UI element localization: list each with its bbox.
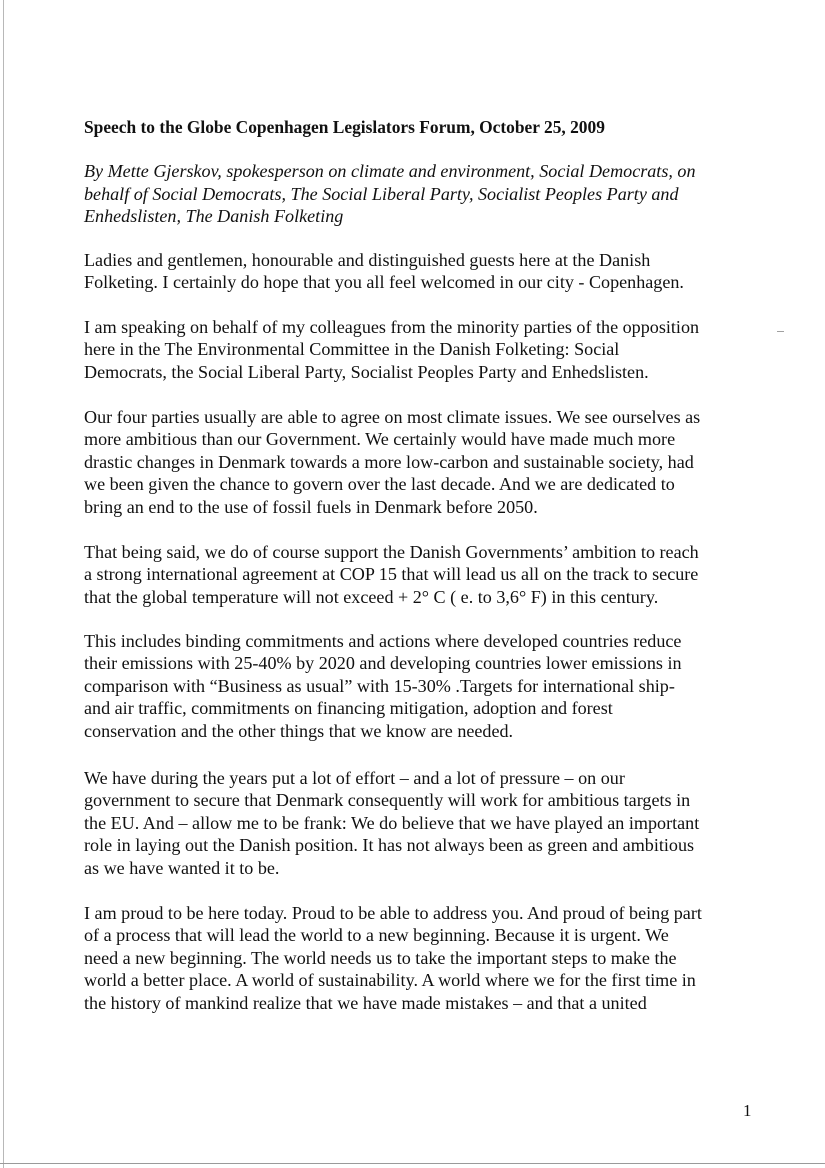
text-line: That being said, we do of course support the Danish Governments’ ambition to reach [84, 542, 699, 562]
text-line: bring an end to the use of fossil fuels in Denmark before 2050. [84, 496, 538, 517]
byline-line: By Mette Gjerskov, spokesperson on climate and environment, Social Democrats, on [84, 161, 696, 181]
text-line: government to secure that Denmark consequently will work for ambitious targets in [84, 790, 691, 811]
text-line: here in the The Environmental Committee in the Danish Folketing: Social [84, 339, 620, 360]
text-line: the history of mankind realize that we have made mistakes – and that a united [84, 992, 647, 1013]
paragraph-cop15 [84, 541, 784, 608]
text-line: conservation and the other things that we know are needed. [84, 720, 514, 741]
text-line: I am speaking on behalf of my colleagues from the minority parties of the opposition [84, 317, 700, 337]
text-line: drastic changes in Denmark towards a more low-carbon and sustainable society, had [84, 451, 694, 472]
text-line: Our four parties usually are able to agree on most climate issues. We see ourselves as [84, 407, 701, 427]
text-line: need a new beginning. The world needs us to take the important steps to make the [84, 947, 677, 968]
text-line: of a process that will lead the world to a new beginning. Because it is urgent. We [84, 925, 669, 946]
text-line: comparison with “Business as usual” with 15-30% .Targets for international ship- [84, 675, 675, 696]
text-line: world a better place. A world of sustainability. A world where we for the first time in [84, 970, 696, 991]
speech-title: Speech to the Globe Copenhagen Legislators Forum, October 25, 2009 [84, 117, 605, 137]
text-line: more ambitious than our Government. We certainly would have made much more [84, 429, 676, 450]
text-line: Folketing. I certainly do hope that you all feel welcomed in our city - Copenhagen. [84, 272, 684, 293]
text-line: Democrats, the Social Liberal Party, Socialist Peoples Party and Enhedslisten. [84, 361, 649, 382]
text-line: We have during the years put a lot of effort – and a lot of pressure – on our [84, 768, 625, 788]
paragraph-greeting [84, 249, 784, 294]
paragraph-four-parties [84, 406, 784, 518]
page-bottom-edge [0, 1163, 825, 1164]
paragraph-commitments [84, 630, 784, 742]
byline-line: behalf of Social Democrats, The Social Liberal Party, Socialist Peoples Party and [84, 183, 679, 204]
text-line: their emissions with 25-40% by 2020 and developing countries lower emissions in [84, 653, 682, 674]
page-left-edge [3, 0, 4, 1168]
text-line: and air traffic, commitments on financing mitigation, adoption and forest [84, 698, 613, 719]
text-line: that the global temperature will not exceed + 2° C ( e. to 3,6° F) in this century. [84, 586, 659, 607]
text-line: Ladies and gentlemen, honourable and distinguished guests here at the Danish [84, 250, 651, 270]
text-line: as we have wanted it to be. [84, 857, 280, 878]
byline-line: Enhedslisten, The Danish Folketing [84, 206, 344, 227]
text-line: we been given the chance to govern over the last decade. And we are dedicated to [84, 474, 675, 495]
paragraph-pressure [84, 767, 784, 879]
paragraph-on-behalf [84, 316, 784, 383]
text-line: a strong international agreement at COP 15 that will lead us all on the track to secure [84, 564, 699, 585]
speech-byline [84, 160, 774, 228]
page-number: 1 [743, 1101, 752, 1120]
text-line: This includes binding commitments and actions where developed countries reduce [84, 631, 682, 651]
text-line: role in laying out the Danish position. It has not always been as green and ambitious [84, 835, 695, 856]
paragraph-proud [84, 902, 784, 1014]
text-line: I am proud to be here today. Proud to be able to address you. And proud of being part [84, 903, 702, 923]
text-line: the EU. And – allow me to be frank: We do believe that we have played an important [84, 812, 700, 833]
